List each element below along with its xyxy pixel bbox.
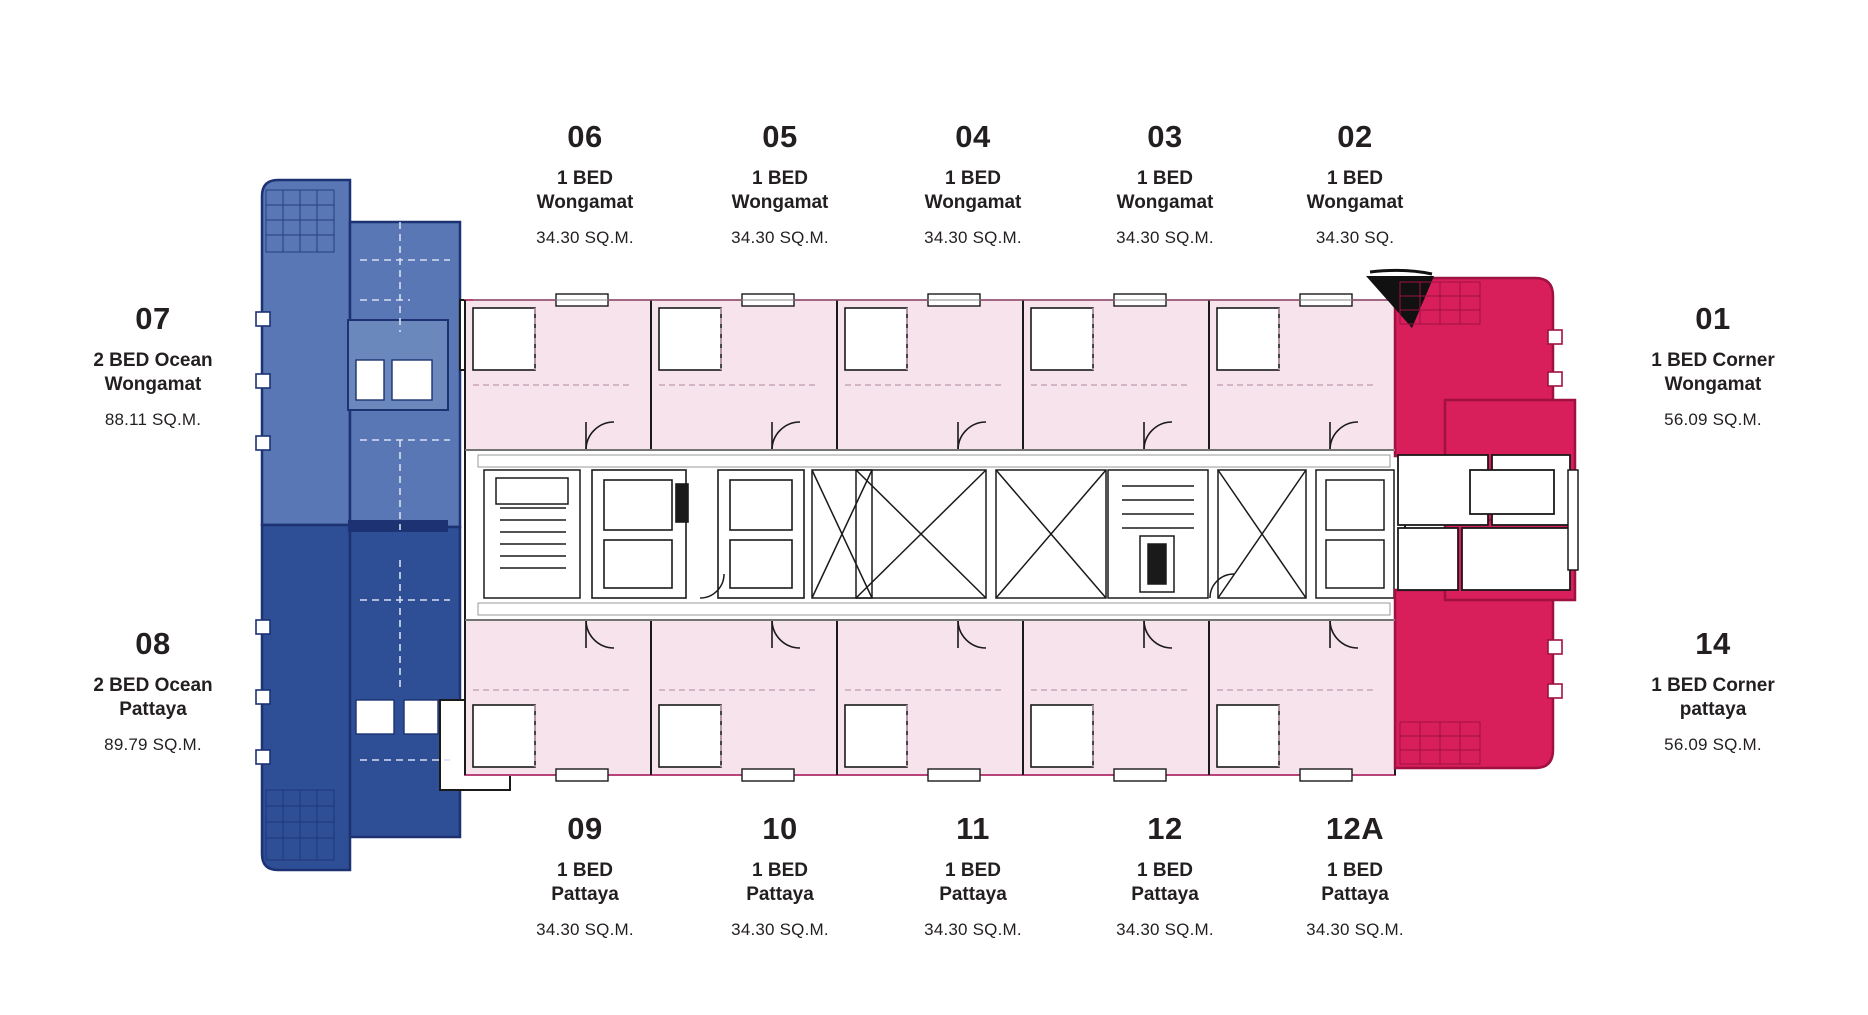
unit-type	[868, 167, 1078, 216]
unit-area: 88.11 SQ.M.	[104, 410, 202, 430]
unit-block-bottom-row	[465, 620, 1395, 781]
unit-number: 01	[1695, 301, 1731, 336]
unit-type-line2: Pattaya	[1321, 884, 1389, 906]
unit-type-line2: Wongamat	[731, 192, 829, 214]
unit-number: 05	[762, 119, 798, 154]
unit-type-line2: Pattaya	[551, 884, 619, 906]
unit-type-line2: Pattaya	[1131, 884, 1199, 906]
unit-label-12A	[1250, 810, 1460, 940]
unit-number: 06	[567, 119, 603, 154]
unit-type-line1: 2 BED Ocean	[93, 674, 213, 696]
unit-type-line2: Wongamat	[1116, 192, 1214, 214]
unit-number: 07	[135, 301, 171, 336]
unit-label-04	[868, 118, 1078, 248]
unit-type-line1: 1 BED	[1137, 859, 1193, 881]
unit-label-01	[1588, 300, 1838, 430]
unit-label-08	[28, 625, 278, 755]
unit-area: 34.30 SQ.M.	[924, 228, 1022, 248]
unit-label-06	[480, 118, 690, 248]
unit-type	[480, 167, 690, 216]
unit-area: 34.30 SQ.M.	[536, 228, 634, 248]
unit-type-line1: 1 BED Corner	[1651, 349, 1775, 371]
unit-type	[868, 859, 1078, 908]
unit-type-line2: Wongamat	[924, 192, 1022, 214]
unit-label-03	[1060, 118, 1270, 248]
unit-number: 12A	[1325, 811, 1385, 846]
unit-type	[28, 674, 278, 723]
unit-block-top-row	[465, 294, 1395, 450]
unit-type	[1250, 859, 1460, 908]
unit-type-line2: Pattaya	[119, 699, 187, 721]
unit-area: 34.30 SQ.M.	[1306, 920, 1404, 940]
unit-label-07	[28, 300, 278, 430]
central-core	[465, 450, 1405, 620]
unit-type-line1: 1 BED	[752, 167, 808, 189]
unit-number: 03	[1147, 119, 1183, 154]
unit-type-line2: pattaya	[1679, 699, 1747, 721]
unit-type-line2: Wongamat	[1306, 192, 1404, 214]
unit-type-line1: 1 BED	[1137, 167, 1193, 189]
unit-label-11	[868, 810, 1078, 940]
unit-label-14	[1588, 625, 1838, 755]
unit-type-line2: Wongamat	[1664, 374, 1762, 396]
unit-area: 34.30 SQ.M.	[1116, 920, 1214, 940]
unit-area: 34.30 SQ.M.	[731, 228, 829, 248]
unit-type	[1588, 349, 1838, 398]
unit-label-09	[480, 810, 690, 940]
unit-number: 02	[1337, 119, 1373, 154]
unit-type	[1060, 167, 1270, 216]
unit-type	[28, 349, 278, 398]
unit-type	[1250, 167, 1460, 216]
unit-number: 12	[1147, 811, 1183, 846]
unit-type-line1: 1 BED	[557, 167, 613, 189]
unit-block-01-14	[1366, 270, 1578, 768]
unit-type-line2: Wongamat	[104, 374, 202, 396]
unit-type-line1: 1 BED	[1327, 167, 1383, 189]
unit-type-line2: Pattaya	[939, 884, 1007, 906]
unit-area: 56.09 SQ.M.	[1664, 410, 1762, 430]
unit-label-10	[675, 810, 885, 940]
unit-label-05	[675, 118, 885, 248]
unit-number: 14	[1695, 626, 1731, 661]
unit-type-line1: 2 BED Ocean	[93, 349, 213, 371]
unit-area: 34.30 SQ.M.	[924, 920, 1022, 940]
unit-label-02	[1250, 118, 1460, 248]
unit-type-line1: 1 BED	[945, 167, 1001, 189]
unit-number: 11	[956, 811, 990, 846]
unit-type-line1: 1 BED	[752, 859, 808, 881]
unit-label-12	[1060, 810, 1270, 940]
unit-type-line1: 1 BED Corner	[1651, 674, 1775, 696]
unit-type-line1: 1 BED	[1327, 859, 1383, 881]
unit-type-line2: Pattaya	[746, 884, 814, 906]
unit-number: 09	[567, 811, 603, 846]
unit-area: 34.30 SQ.	[1315, 228, 1395, 248]
unit-type-line1: 1 BED	[557, 859, 613, 881]
unit-number: 10	[762, 811, 798, 846]
unit-area: 56.09 SQ.M.	[1664, 735, 1762, 755]
unit-number: 08	[135, 626, 171, 661]
unit-area: 34.30 SQ.M.	[731, 920, 829, 940]
unit-area: 34.30 SQ.M.	[536, 920, 634, 940]
unit-type	[1060, 859, 1270, 908]
unit-area: 34.30 SQ.M.	[1116, 228, 1214, 248]
unit-type	[480, 859, 690, 908]
unit-number: 04	[955, 119, 991, 154]
unit-area: 89.79 SQ.M.	[104, 735, 202, 755]
unit-type	[675, 167, 885, 216]
unit-type-line1: 1 BED	[945, 859, 1001, 881]
unit-type	[675, 859, 885, 908]
unit-type-line2: Wongamat	[536, 192, 634, 214]
unit-type	[1588, 674, 1838, 723]
